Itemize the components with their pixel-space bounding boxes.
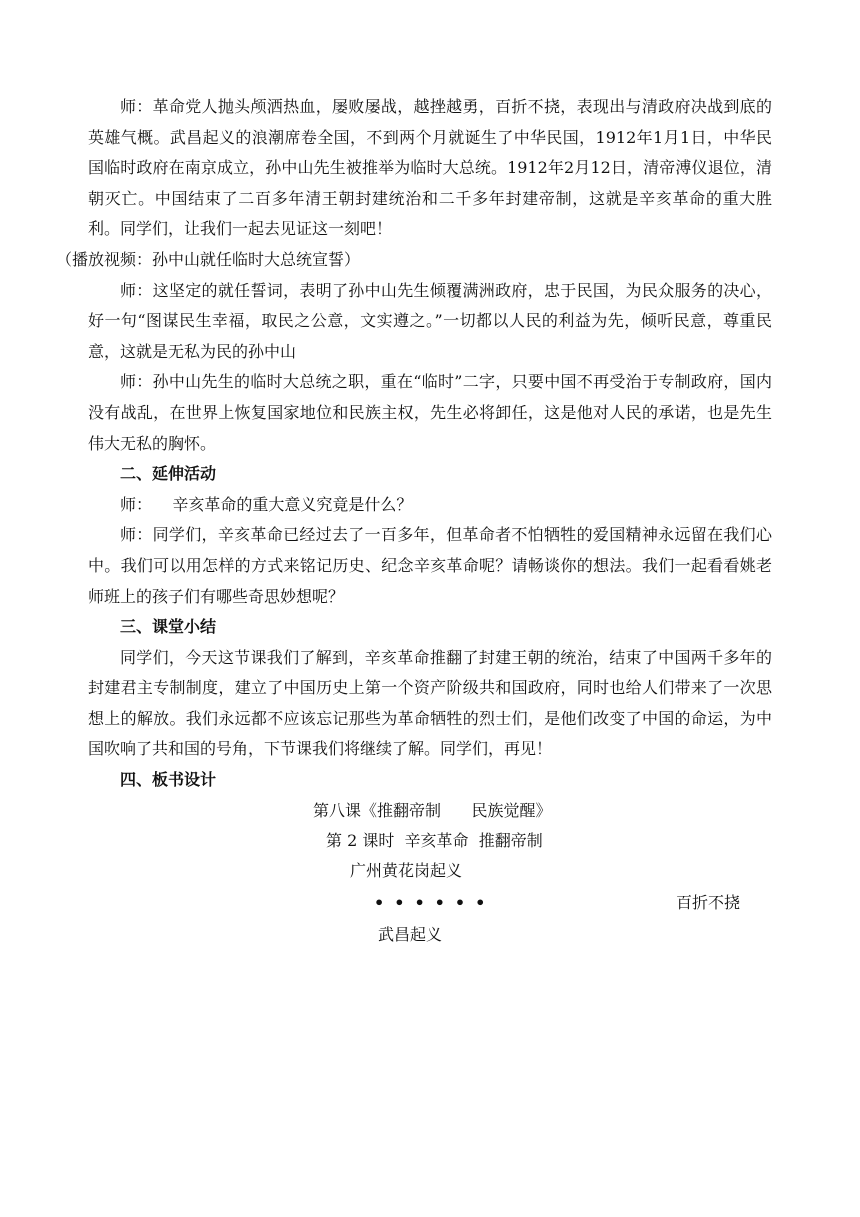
board-right-label: 百折不挠 [676, 892, 741, 912]
paragraph-1 [56, 92, 772, 276]
heading-board-design: 四、板书设计 [120, 770, 217, 790]
paragraph-3: 师：孙中山先生的临时大总统之职，重在“临时”二字，只要中国不再受治于专制政府，国内没有战乱，在世界上恢复国家地位和民族主权，先生必将卸任，这是他对人民的承诺，也是先生伟大无私的胸怀。 [88, 372, 772, 453]
video-note: （播放视频：孙中山就任临时大总统宣誓） [56, 249, 361, 269]
board-item-huanghuagang: 广州黄花岗起义 [350, 860, 463, 880]
heading-extension-activity: 二、延伸活动 [120, 464, 217, 484]
board-title: 第八课《推翻帝制 民族觉醒》 [313, 800, 552, 820]
board-subtitle: 第 2 课时 辛亥革命 推翻帝制 [326, 830, 543, 850]
paragraph-6: 同学们，今天这节课我们了解到，辛亥革命推翻了封建王朝的统治，结束了中国两千多年的封建君主专制制度，建立了中国历史上第一个资产阶级共和国政府，同时也给人们带来了一次思想上的解放。我们永远都不应该忘记那些为革命牺牲的烈士们，是他们改变了中国的命运，为中国吹响了共和国的号角，下节课我们将继续了解。同学们，再见！ [88, 647, 772, 759]
paragraph-5: 师：同学们，辛亥革命已经过去了一百多年，但革命者不怕牺牲的爱国精神永远留在我们心中。我们可以用怎样的方式来铭记历史、纪念辛亥革命呢？请畅谈你的想法。我们一起看看姚老师班上的孩子们有哪些奇思妙想呢？ [88, 525, 772, 606]
board-design [88, 796, 772, 986]
paragraph-4: 师： 辛亥革命的重大意义究竟是什么？ [120, 494, 413, 514]
heading-class-summary: 三、课堂小结 [120, 617, 217, 637]
board-dots: •••••• [374, 892, 496, 912]
paragraph-1-text: 师：革命党人抛头颅洒热血，屡败屡战，越挫越勇，百折不挠，表现出与清政府决战到底的英雄气概。武昌起义的浪潮席卷全国，不到两个月就诞生了中华民国，1912年1月1日，中华民国临时政府在南京成立，孙中山先生被推举为临时大总统。1912年2月12日，清帝溥仪退位，清朝灭亡。中国结束了二百多年清王朝封建统治和二千多年封建帝制，这就是辛亥革命的重大胜利。同学们，让我们一起去见证这一刻吧！ [88, 97, 772, 239]
document-body [56, 92, 772, 986]
board-item-wuchang: 武昌起义 [378, 924, 443, 944]
paragraph-2: 师：这坚定的就任誓词，表明了孙中山先生倾覆满洲政府，忠于民国，为民众服务的决心，好一句“图谋民生幸福，取民之公意，文实遵之。”一切都以人民的利益为先，倾听民意，尊重民意，这就是无私为民的孙中山 [88, 280, 772, 361]
